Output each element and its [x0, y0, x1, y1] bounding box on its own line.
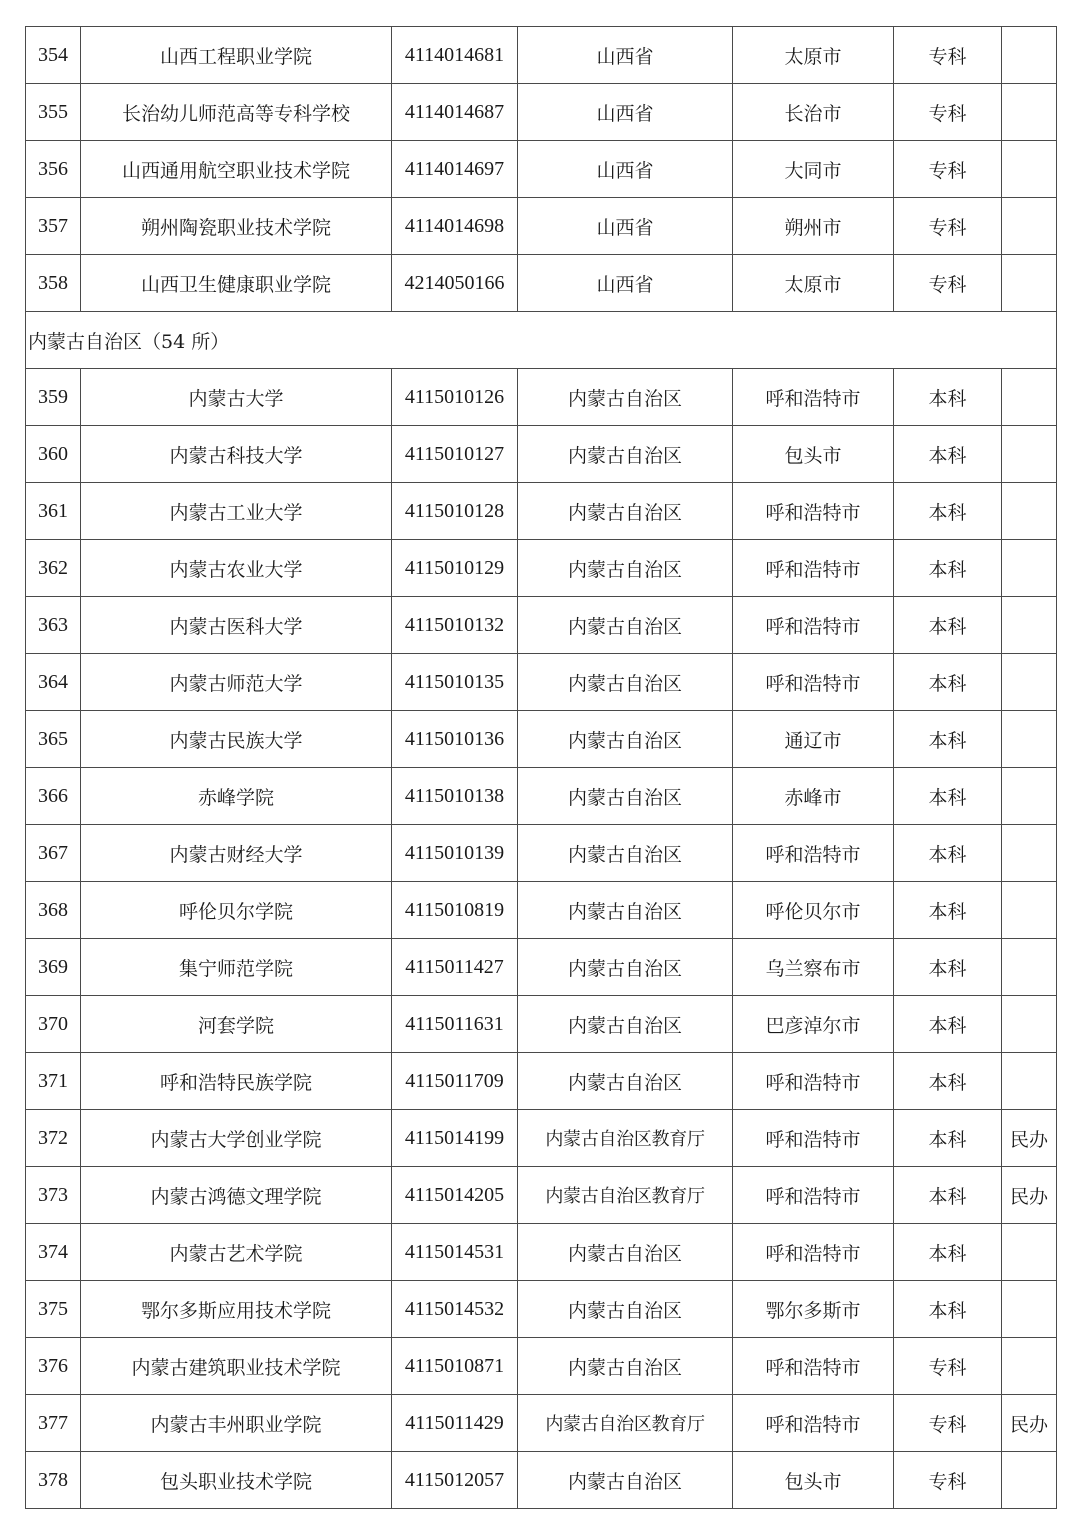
- remark: [1002, 825, 1057, 882]
- city: 呼和浩特市: [733, 825, 894, 882]
- table-row: [26, 711, 1057, 768]
- table-row: [26, 1224, 1057, 1281]
- city: 呼和浩特市: [733, 1053, 894, 1110]
- table-row: [26, 255, 1057, 312]
- city: 包头市: [733, 426, 894, 483]
- school-code: 4115014199: [392, 1110, 518, 1167]
- city: 呼和浩特市: [733, 1110, 894, 1167]
- remark: [1002, 141, 1057, 198]
- table-body-bottom: [26, 369, 1057, 1509]
- education-level: 专科: [894, 141, 1002, 198]
- education-level: 专科: [894, 1395, 1002, 1452]
- table-row: [26, 1110, 1057, 1167]
- school-name: 内蒙古师范大学: [81, 654, 392, 711]
- city: 呼和浩特市: [733, 1224, 894, 1281]
- competent-department: 内蒙古自治区: [518, 483, 733, 540]
- school-code: 4114014681: [392, 27, 518, 84]
- education-level: 本科: [894, 882, 1002, 939]
- city: 呼和浩特市: [733, 1338, 894, 1395]
- row-number: 356: [26, 141, 81, 198]
- city: 呼伦贝尔市: [733, 882, 894, 939]
- school-name: 内蒙古鸿德文理学院: [81, 1167, 392, 1224]
- city: 赤峰市: [733, 768, 894, 825]
- competent-department: 山西省: [518, 141, 733, 198]
- education-level: 本科: [894, 1224, 1002, 1281]
- school-name: 集宁师范学院: [81, 939, 392, 996]
- school-code: 4115010138: [392, 768, 518, 825]
- table-row: [26, 825, 1057, 882]
- row-number: 371: [26, 1053, 81, 1110]
- row-number: 375: [26, 1281, 81, 1338]
- city: 通辽市: [733, 711, 894, 768]
- table-row: [26, 1452, 1057, 1509]
- education-level: 本科: [894, 540, 1002, 597]
- row-number: 374: [26, 1224, 81, 1281]
- education-level: 本科: [894, 597, 1002, 654]
- remark: [1002, 996, 1057, 1053]
- school-name: 山西工程职业学院: [81, 27, 392, 84]
- section-header: [26, 312, 1057, 369]
- table-row: [26, 939, 1057, 996]
- row-number: 369: [26, 939, 81, 996]
- row-number: 363: [26, 597, 81, 654]
- education-level: 专科: [894, 198, 1002, 255]
- row-number: 378: [26, 1452, 81, 1509]
- table-row: [26, 198, 1057, 255]
- remark: [1002, 483, 1057, 540]
- competent-department: 内蒙古自治区: [518, 654, 733, 711]
- table-row: [26, 84, 1057, 141]
- school-name: 呼和浩特民族学院: [81, 1053, 392, 1110]
- city: 大同市: [733, 141, 894, 198]
- remark: [1002, 1053, 1057, 1110]
- education-level: 本科: [894, 369, 1002, 426]
- remark: [1002, 654, 1057, 711]
- education-level: 本科: [894, 996, 1002, 1053]
- competent-department: 内蒙古自治区: [518, 1281, 733, 1338]
- education-level: 专科: [894, 255, 1002, 312]
- school-code: 4115010819: [392, 882, 518, 939]
- row-number: 373: [26, 1167, 81, 1224]
- competent-department: 内蒙古自治区: [518, 996, 733, 1053]
- competent-department: 内蒙古自治区: [518, 1338, 733, 1395]
- competent-department: 内蒙古自治区: [518, 426, 733, 483]
- table-row: [26, 27, 1057, 84]
- remark: [1002, 27, 1057, 84]
- city: 太原市: [733, 255, 894, 312]
- row-number: 370: [26, 996, 81, 1053]
- school-code: 4115010136: [392, 711, 518, 768]
- education-level: 本科: [894, 825, 1002, 882]
- competent-department: 内蒙古自治区教育厅: [518, 1167, 733, 1224]
- competent-department: 内蒙古自治区: [518, 1053, 733, 1110]
- table-row: [26, 654, 1057, 711]
- school-name: 内蒙古农业大学: [81, 540, 392, 597]
- row-number: 364: [26, 654, 81, 711]
- school-code: 4115010129: [392, 540, 518, 597]
- school-code: 4115010139: [392, 825, 518, 882]
- school-name: 朔州陶瓷职业技术学院: [81, 198, 392, 255]
- city: 巴彦淖尔市: [733, 996, 894, 1053]
- school-name: 包头职业技术学院: [81, 1452, 392, 1509]
- education-level: 专科: [894, 27, 1002, 84]
- table-row: [26, 882, 1057, 939]
- remark: [1002, 540, 1057, 597]
- school-name: 鄂尔多斯应用技术学院: [81, 1281, 392, 1338]
- table-row: [26, 1338, 1057, 1395]
- city: 太原市: [733, 27, 894, 84]
- school-name: 内蒙古丰州职业学院: [81, 1395, 392, 1452]
- education-level: 专科: [894, 1452, 1002, 1509]
- competent-department: 内蒙古自治区: [518, 1224, 733, 1281]
- education-level: 本科: [894, 711, 1002, 768]
- competent-department: 山西省: [518, 255, 733, 312]
- education-level: 本科: [894, 1167, 1002, 1224]
- school-name: 内蒙古大学创业学院: [81, 1110, 392, 1167]
- competent-department: 内蒙古自治区: [518, 1452, 733, 1509]
- remark: [1002, 1338, 1057, 1395]
- row-number: 376: [26, 1338, 81, 1395]
- competent-department: 内蒙古自治区: [518, 711, 733, 768]
- competent-department: 内蒙古自治区教育厅: [518, 1395, 733, 1452]
- row-number: 377: [26, 1395, 81, 1452]
- school-name: 内蒙古大学: [81, 369, 392, 426]
- school-name: 内蒙古医科大学: [81, 597, 392, 654]
- city: 呼和浩特市: [733, 1395, 894, 1452]
- row-number: 358: [26, 255, 81, 312]
- city: 呼和浩特市: [733, 1167, 894, 1224]
- competent-department: 山西省: [518, 84, 733, 141]
- school-list-table: [25, 26, 1057, 1509]
- education-level: 本科: [894, 939, 1002, 996]
- school-code: 4114014687: [392, 84, 518, 141]
- remark: [1002, 882, 1057, 939]
- school-code: 4115011427: [392, 939, 518, 996]
- remark: 民办: [1002, 1167, 1057, 1224]
- table-row: [26, 426, 1057, 483]
- remark: [1002, 84, 1057, 141]
- school-code: 4115010871: [392, 1338, 518, 1395]
- city: 呼和浩特市: [733, 654, 894, 711]
- school-code: 4115011429: [392, 1395, 518, 1452]
- school-code: 4115010127: [392, 426, 518, 483]
- row-number: 354: [26, 27, 81, 84]
- table-row: [26, 540, 1057, 597]
- school-code: 4115010128: [392, 483, 518, 540]
- row-number: 357: [26, 198, 81, 255]
- table-row: [26, 1281, 1057, 1338]
- school-code: 4115010132: [392, 597, 518, 654]
- row-number: 362: [26, 540, 81, 597]
- remark: [1002, 255, 1057, 312]
- row-number: 361: [26, 483, 81, 540]
- row-number: 359: [26, 369, 81, 426]
- competent-department: 内蒙古自治区: [518, 825, 733, 882]
- table-row: [26, 483, 1057, 540]
- row-number: 368: [26, 882, 81, 939]
- city: 呼和浩特市: [733, 369, 894, 426]
- school-name: 内蒙古艺术学院: [81, 1224, 392, 1281]
- city: 呼和浩特市: [733, 540, 894, 597]
- school-code: 4114014698: [392, 198, 518, 255]
- remark: [1002, 768, 1057, 825]
- remark: [1002, 711, 1057, 768]
- city: 乌兰察布市: [733, 939, 894, 996]
- city: 呼和浩特市: [733, 483, 894, 540]
- remark: 民办: [1002, 1110, 1057, 1167]
- table-body-top: [26, 27, 1057, 312]
- row-number: 355: [26, 84, 81, 141]
- competent-department: 内蒙古自治区教育厅: [518, 1110, 733, 1167]
- remark: [1002, 198, 1057, 255]
- city: 朔州市: [733, 198, 894, 255]
- competent-department: 内蒙古自治区: [518, 882, 733, 939]
- table-row: [26, 369, 1057, 426]
- remark: [1002, 1452, 1057, 1509]
- school-name: 赤峰学院: [81, 768, 392, 825]
- education-level: 本科: [894, 1110, 1002, 1167]
- remark: 民办: [1002, 1395, 1057, 1452]
- school-name: 内蒙古民族大学: [81, 711, 392, 768]
- education-level: 本科: [894, 426, 1002, 483]
- education-level: 本科: [894, 768, 1002, 825]
- remark: [1002, 369, 1057, 426]
- row-number: 372: [26, 1110, 81, 1167]
- school-code: 4115011709: [392, 1053, 518, 1110]
- table-row: [26, 768, 1057, 825]
- row-number: 367: [26, 825, 81, 882]
- education-level: 本科: [894, 654, 1002, 711]
- table-row: [26, 1167, 1057, 1224]
- section-row: [26, 312, 1057, 369]
- table-row: [26, 996, 1057, 1053]
- row-number: 360: [26, 426, 81, 483]
- competent-department: 内蒙古自治区: [518, 768, 733, 825]
- school-name: 内蒙古科技大学: [81, 426, 392, 483]
- competent-department: 山西省: [518, 198, 733, 255]
- school-code: 4115010135: [392, 654, 518, 711]
- competent-department: 内蒙古自治区: [518, 540, 733, 597]
- school-code: 4115014532: [392, 1281, 518, 1338]
- row-number: 365: [26, 711, 81, 768]
- table-row: [26, 1053, 1057, 1110]
- school-code: 4115014531: [392, 1224, 518, 1281]
- remark: [1002, 1224, 1057, 1281]
- row-number: 366: [26, 768, 81, 825]
- school-name: 长治幼儿师范高等专科学校: [81, 84, 392, 141]
- school-name: 呼伦贝尔学院: [81, 882, 392, 939]
- school-name: 山西卫生健康职业学院: [81, 255, 392, 312]
- competent-department: 内蒙古自治区: [518, 597, 733, 654]
- city: 包头市: [733, 1452, 894, 1509]
- school-code: 4115011631: [392, 996, 518, 1053]
- education-level: 本科: [894, 483, 1002, 540]
- school-name: 内蒙古工业大学: [81, 483, 392, 540]
- education-level: 专科: [894, 1338, 1002, 1395]
- remark: [1002, 1281, 1057, 1338]
- school-code: 4115012057: [392, 1452, 518, 1509]
- city: 长治市: [733, 84, 894, 141]
- school-code: 4115010126: [392, 369, 518, 426]
- education-level: 专科: [894, 84, 1002, 141]
- school-name: 内蒙古财经大学: [81, 825, 392, 882]
- school-code: 4214050166: [392, 255, 518, 312]
- competent-department: 内蒙古自治区: [518, 369, 733, 426]
- city: 呼和浩特市: [733, 597, 894, 654]
- remark: [1002, 597, 1057, 654]
- education-level: 本科: [894, 1053, 1002, 1110]
- competent-department: 内蒙古自治区: [518, 939, 733, 996]
- section-title: 内蒙古自治区（54 所）: [26, 312, 1057, 369]
- school-code: 4114014697: [392, 141, 518, 198]
- school-name: 山西通用航空职业技术学院: [81, 141, 392, 198]
- table-row: [26, 141, 1057, 198]
- city: 鄂尔多斯市: [733, 1281, 894, 1338]
- remark: [1002, 939, 1057, 996]
- school-name: 内蒙古建筑职业技术学院: [81, 1338, 392, 1395]
- school-name: 河套学院: [81, 996, 392, 1053]
- school-code: 4115014205: [392, 1167, 518, 1224]
- remark: [1002, 426, 1057, 483]
- table-row: [26, 597, 1057, 654]
- education-level: 本科: [894, 1281, 1002, 1338]
- competent-department: 山西省: [518, 27, 733, 84]
- table-row: [26, 1395, 1057, 1452]
